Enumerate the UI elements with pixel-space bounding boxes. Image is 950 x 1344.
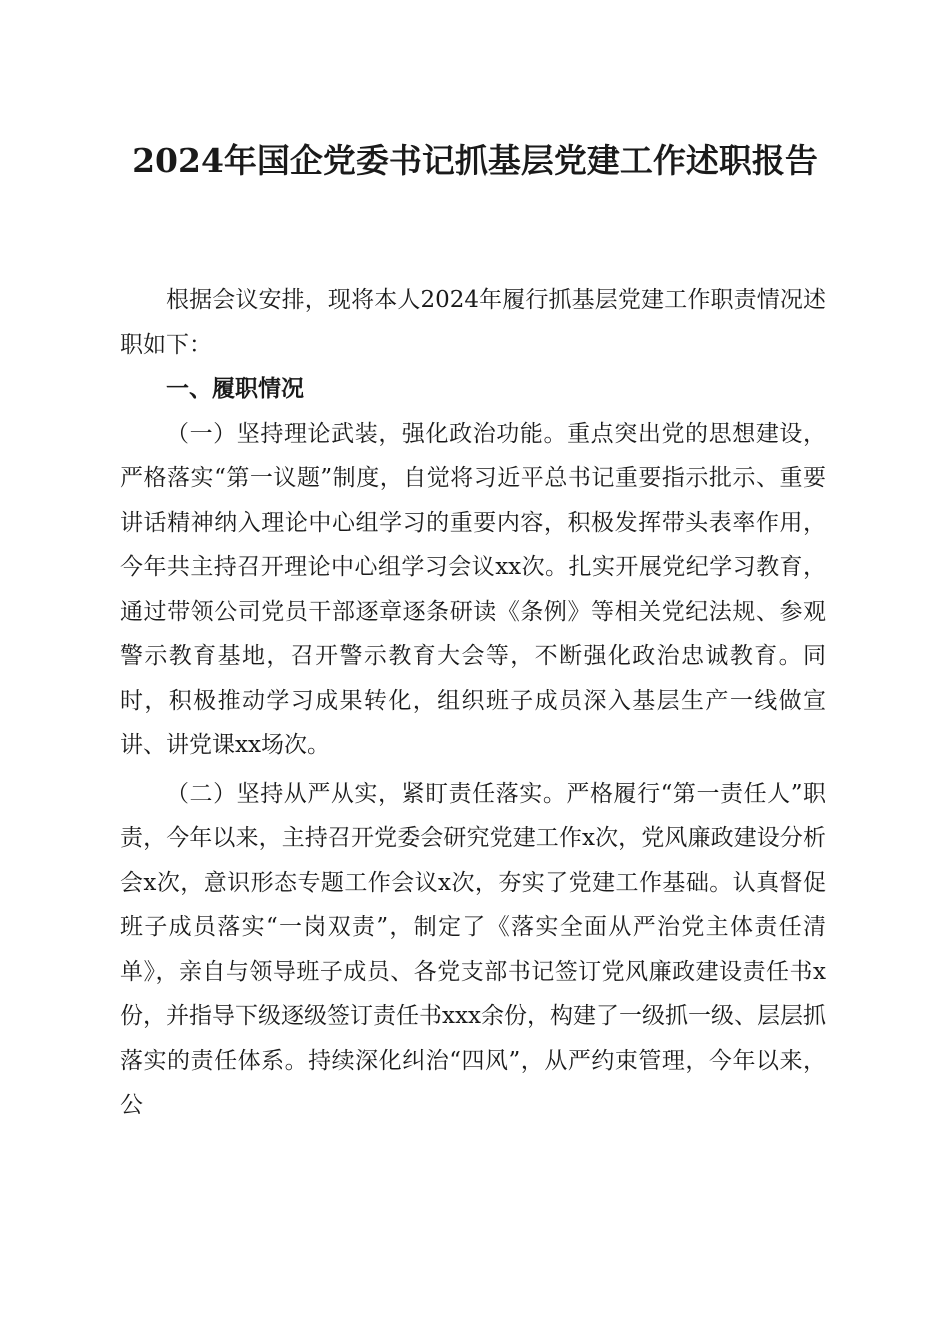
- paragraph-2-body: 严格履行“第一责任人”职责，今年以来，主持召开党委会研究党建工作x次，党风廉政建设分析会x次，意识形态专题工作会议x次，夯实了党建工作基础。认真督促班子成员落实“一岗双责”，制定了《落实全面从严治党主体责任清单》，亲自与领导班子成员、各党支部书记签订党风廉政建设责任书x份，并指导下级逐级签订责任书xxx余份，构建了一级抓一级、层层抓落实的责任体系。持续深化纠治“四风”，从严约束管理，今年以来，公: [120, 780, 827, 1118]
- paragraph-1-body: 重点突出党的思想建设，严格落实“第一议题”制度，自觉将习近平总书记重要指示批示、重要讲话精神纳入理论中心组学习的重要内容，积极发挥带头表率作用，今年共主持召开理论中心组学习会议xx次。扎实开展党纪学习教育，通过带领公司党员干部逐章逐条研读《条例》等相关党纪法规、参观警示教育基地，召开警示教育大会等，不断强化政治忠诚教育。同时，积极推动学习成果转化，组织班子成员深入基层生产一线做宣讲、讲党课xx场次。: [120, 420, 827, 758]
- paragraph-2: [120, 772, 826, 1128]
- intro-paragraph: 根据会议安排，现将本人2024年履行抓基层党建工作职责情况述职如下：: [120, 287, 826, 358]
- paragraph-1-lead: （一）坚持理论武装，强化政治功能。: [166, 420, 568, 447]
- document-title: 2024年国企党委书记抓基层党建工作述职报告: [132, 141, 818, 180]
- paragraph-1: [120, 412, 826, 768]
- document-body: [120, 278, 826, 1128]
- paragraph-2-lead: （二）坚持从严从实，紧盯责任落实。: [166, 780, 567, 807]
- section-heading: 一、履职情况: [166, 376, 304, 402]
